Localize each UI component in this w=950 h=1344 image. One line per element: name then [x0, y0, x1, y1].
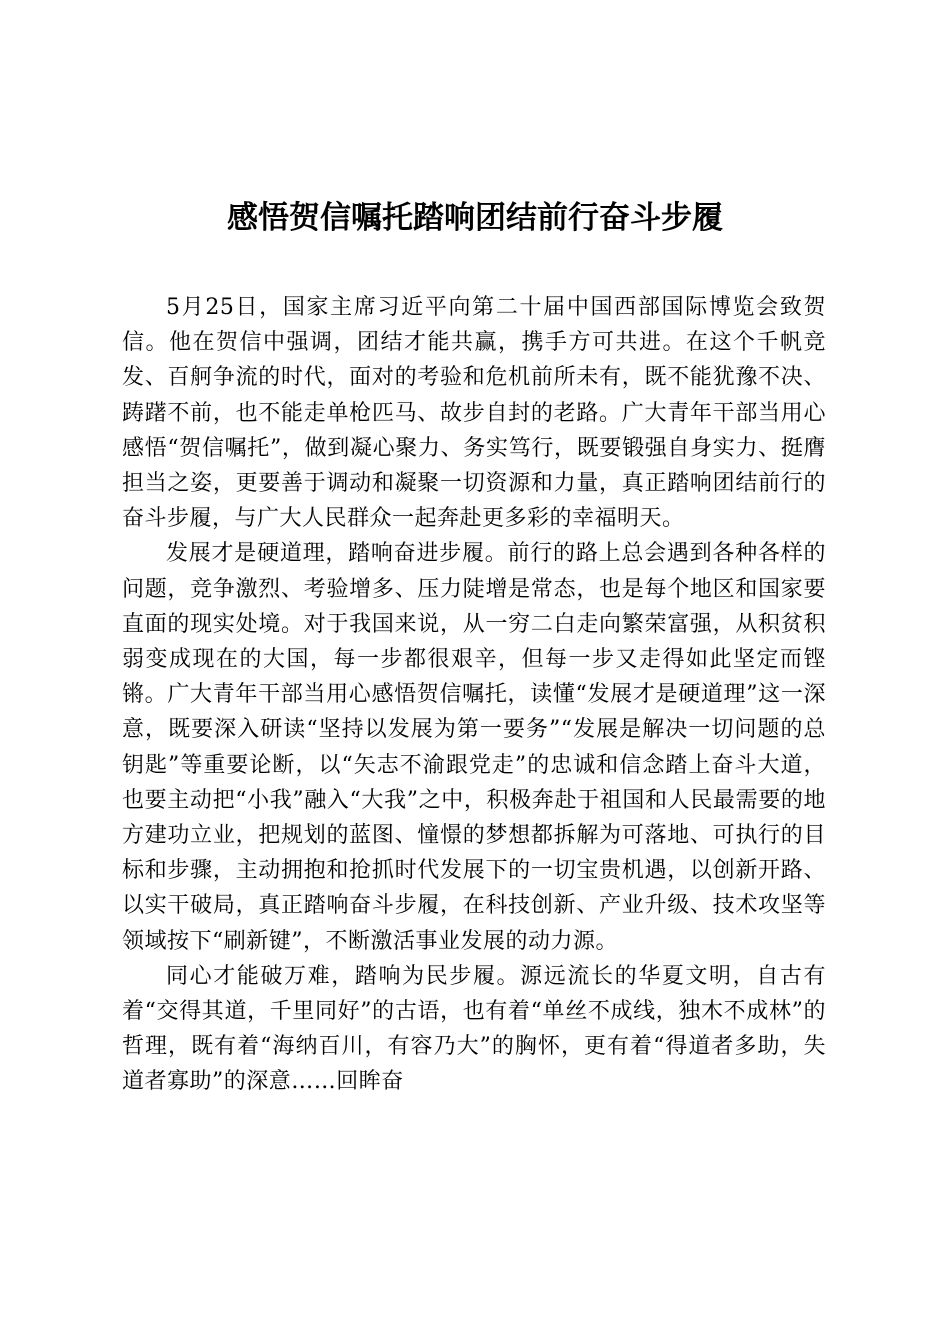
document-body — [122, 290, 826, 1100]
paragraph-1: 5月25日，国家主席习近平向第二十届中国西部国际博览会致贺信。他在贺信中强调，团结才能共赢，携手方可共进。在这个千帆竞发、百舸争流的时代，面对的考验和危机前所未有，既不能犹豫不决、踌躇不前，也不能走单枪匹马、故步自封的老路。广大青年干部当用心感悟“贺信嘱托”，做到凝心聚力、务实笃行，既要锻强自身实力、挺膺担当之姿，更要善于调动和凝聚一切资源和力量，真正踏响团结前行的奋斗步履，与广大人民群众一起奔赴更多彩的幸福明天。 — [122, 295, 826, 532]
paragraph-2: 发展才是硬道理，踏响奋进步履。前行的路上总会遇到各种各样的问题，竞争激烈、考验增多、压力陡增是常态，也是每个地区和国家要直面的现实处境。对于我国来说，从一穷二白走向繁荣富强，从积贫积弱变成现在的大国，每一步都很艰辛，但每一步又走得如此坚定而铿锵。广大青年干部当用心感悟贺信嘱托，读懂“发展才是硬道理”这一深意，既要深入研读“坚持以发展为第一要务”“发展是解决一切问题的总钥匙”等重要论断，以“矢志不渝跟党走”的忠诚和信念踏上奋斗大道，也要主动把“小我”融入“大我”之中，积极奔赴于祖国和人民最需要的地方建功立业，把规划的蓝图、憧憬的梦想都拆解为可落地、可执行的目标和步骤，主动拥抱和抢抓时代发展下的一切宝贵机遇，以创新开路、以实干破局，真正踏响奋斗步履，在科技创新、产业升级、技术攻坚等领域按下“刷新键”，不断激活事业发展的动力源。 — [122, 541, 826, 954]
paragraph-3: 同心才能破万难，踏响为民步履。源远流长的华夏文明，自古有着“交得其道，千里同好”的古语，也有着“单丝不成线，独木不成林”的哲理，既有着“海纳百川，有容乃大”的胸怀，更有着“得道者多助，失道者寡助”的深意……回眸奋 — [122, 963, 826, 1095]
document-title: 感悟贺信嘱托踏响团结前行奋斗步履 — [227, 200, 723, 236]
